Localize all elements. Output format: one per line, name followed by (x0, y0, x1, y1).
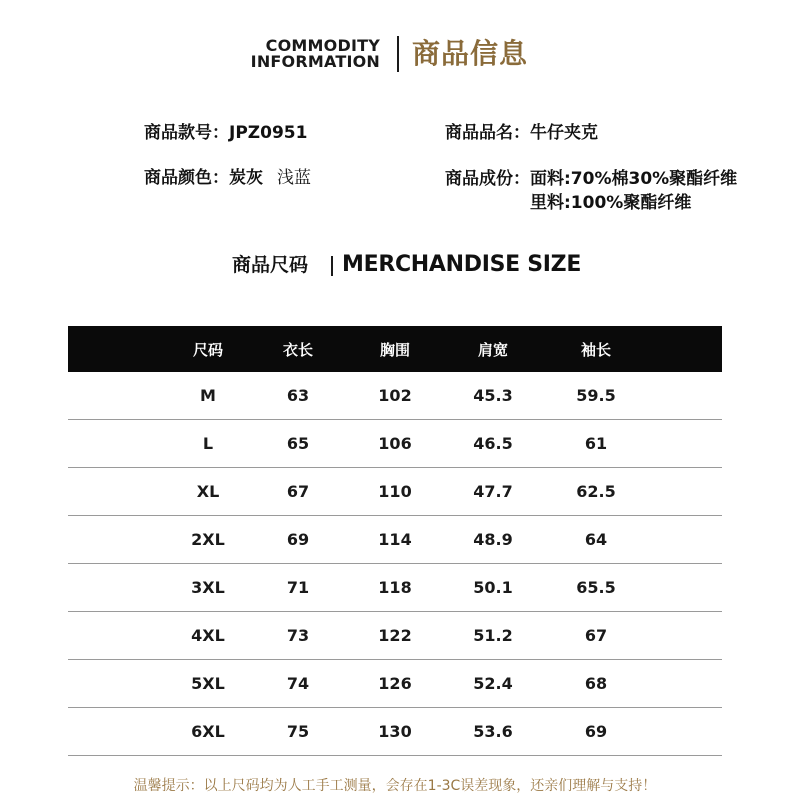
chest-cell: 122 (378, 626, 412, 645)
shoulder-cell: 50.1 (473, 578, 513, 597)
header-chinese-title: 商品信息 (412, 37, 529, 70)
table-row (68, 612, 722, 660)
sleeve-cell: 68 (584, 674, 608, 693)
header-chest: 胸围 (379, 340, 411, 359)
chest-cell: 114 (378, 530, 412, 549)
product-color-label: 商品颜色： (144, 168, 229, 188)
product-name-value: 牛仔夹克 (530, 123, 598, 143)
table-row (68, 708, 722, 756)
shoulder-cell: 51.2 (473, 626, 513, 645)
commodity-info-header (0, 36, 790, 76)
shoulder-cell: 45.3 (473, 386, 513, 405)
length-cell: 71 (286, 578, 310, 597)
header-length: 衣长 (282, 340, 314, 359)
size-cell: 3XL (191, 578, 225, 597)
length-cell: 63 (286, 386, 310, 405)
size-cell: 5XL (191, 674, 225, 693)
length-cell: 65 (286, 434, 310, 453)
shoulder-cell: 46.5 (473, 434, 513, 453)
table-row (68, 372, 722, 420)
chest-cell: 106 (378, 434, 412, 453)
product-color-value-1: 炭灰 (229, 168, 263, 188)
chest-cell: 126 (378, 674, 412, 693)
sleeve-cell: 67 (584, 626, 608, 645)
sleeve-cell: 69 (584, 722, 608, 741)
chest-cell: 130 (378, 722, 412, 741)
size-cell: 6XL (191, 722, 225, 741)
table-row (68, 468, 722, 516)
product-composition-field (445, 167, 737, 215)
header-english-title (230, 38, 380, 70)
chest-cell: 118 (378, 578, 412, 597)
table-row (68, 660, 722, 708)
size-title-divider (331, 256, 333, 276)
size-cell: L (202, 434, 214, 453)
size-cell: 4XL (191, 626, 225, 645)
size-cell: M (200, 386, 216, 405)
size-title-english: MERCHANDISE SIZE (342, 252, 582, 277)
style-number-value: JPZ0951 (229, 123, 308, 143)
length-cell: 67 (286, 482, 310, 501)
style-number-field (144, 122, 307, 144)
shoulder-cell: 52.4 (473, 674, 513, 693)
chest-cell: 110 (378, 482, 412, 501)
sleeve-cell: 59.5 (576, 386, 616, 405)
product-name-field (445, 122, 598, 144)
sleeve-cell: 64 (584, 530, 608, 549)
shoulder-cell: 48.9 (473, 530, 513, 549)
style-number-label: 商品款号： (144, 123, 229, 143)
shoulder-cell: 47.7 (473, 482, 513, 501)
header-size: 尺码 (192, 340, 224, 359)
composition-lining: 里料:100%聚酯纤维 (530, 193, 692, 213)
composition-outer-fabric: 面料:70%棉30%聚酯纤维 (530, 169, 738, 189)
header-en-line1: COMMODITY (265, 36, 380, 55)
length-cell: 74 (286, 674, 310, 693)
product-color-field (144, 167, 311, 189)
composition-label: 商品成份： (445, 169, 530, 189)
sleeve-cell: 62.5 (576, 482, 616, 501)
table-row (68, 516, 722, 564)
length-cell: 73 (286, 626, 310, 645)
header-divider (397, 36, 399, 72)
product-name-label: 商品品名： (445, 123, 530, 143)
sleeve-cell: 65.5 (576, 578, 616, 597)
size-cell: XL (196, 482, 220, 501)
header-en-line2: INFORMATION (250, 52, 380, 71)
shoulder-cell: 53.6 (473, 722, 513, 741)
measurement-note: 温馨提示：以上尺码均为人工手工测量，会存在1-3C误差现象，还亲们理解与支持！ (133, 778, 657, 794)
size-cell: 2XL (191, 530, 225, 549)
size-table (68, 326, 722, 756)
header-shoulder: 肩宽 (477, 340, 509, 359)
length-cell: 69 (286, 530, 310, 549)
header-sleeve: 袖长 (580, 340, 612, 359)
length-cell: 75 (286, 722, 310, 741)
chest-cell: 102 (378, 386, 412, 405)
size-table-header (68, 326, 722, 372)
table-row (68, 420, 722, 468)
table-row (68, 564, 722, 612)
size-title-chinese: 商品尺码 (232, 254, 309, 276)
sleeve-cell: 61 (584, 434, 608, 453)
product-color-value-2: 浅蓝 (277, 168, 311, 188)
size-section-title (0, 250, 790, 280)
